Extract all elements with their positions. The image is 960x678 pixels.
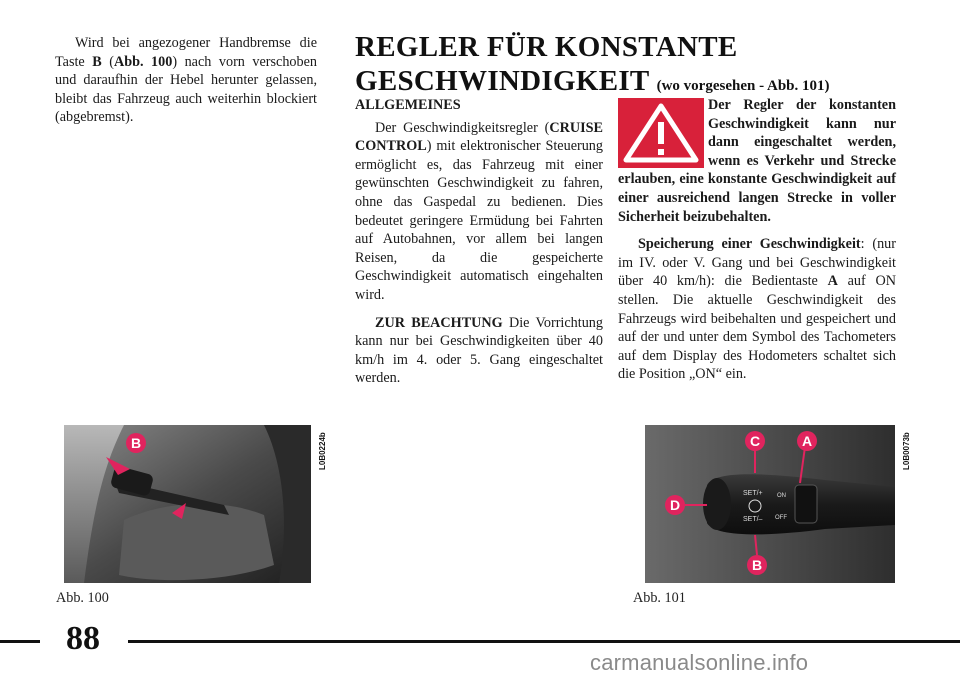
callout-a: A	[801, 433, 813, 449]
page-number: 88	[66, 620, 100, 657]
label-set-plus: SET/+	[743, 490, 763, 497]
label-set-minus: SET/–	[743, 516, 763, 523]
handbrake-photo	[64, 425, 311, 583]
callout-b-fig100: B	[130, 435, 142, 451]
heading-allgemeines: ALLGEMEINES	[355, 97, 461, 113]
footer-rule-left	[0, 640, 40, 643]
title-line-1: REGLER FÜR KONSTANTE	[355, 31, 738, 63]
caption-abb-100: Abb. 100	[56, 590, 109, 606]
callout-d: D	[669, 497, 681, 513]
footer-rule-right	[128, 640, 960, 643]
paragraph-note: ZUR BEACHTUNG Die Vorrichtung kann nur bei Geschwindigkeiten über 40 km/h im 4. oder 5. Gang eingeschaltet werden.	[355, 314, 603, 387]
warning-icon	[618, 98, 704, 168]
title-suffix: (wo vorgesehen - Abb. 101)	[656, 78, 830, 94]
callout-b-fig101: B	[751, 557, 763, 573]
paragraph-handbrake: Wird bei angezogener Handbremse die Taste B (Abb. 100) nach vorn verschoben und daraufhin der Hebel herunter gelassen, bleibt das Fahrzeug auch weiterhin blockiert (abgebremst).	[55, 35, 318, 126]
caption-abb-101: Abb. 101	[633, 590, 686, 606]
callout-c: C	[749, 433, 761, 449]
label-off: OFF	[775, 515, 787, 521]
watermark: carmanualsonline.info	[590, 650, 809, 675]
warning-text: Der Regler der konstanten Geschwindigkeit kann nur dann eingeschaltet werden, wenn es Verkehr und Strecke erlauben, eine konstante Geschwindigkeit auf einer ausreichend langen Strecke in voller Sicherheit beizubehalten.	[618, 97, 896, 225]
middle-column	[355, 96, 603, 388]
figure-code-100: L0B0224b	[318, 432, 327, 470]
paragraph-cruise-control: Der Geschwindigkeitsregler (CRUISE CONTROL) mit elektronischer Steuerung ermöglicht es, das Fahrzeug mit einer gewünschten Geschwindigkeit zu fahren, ohne das Gaspedal zu bedienen. Dies bedeutet geringere Ermüdung bei Fahrten auf Autobahnen, vor allem bei langen Reisen, da die gespeicherte Geschwindigkeit automatisch eingehalten wird.	[355, 119, 603, 303]
section-title	[355, 30, 915, 103]
title-line-2: GESCHWINDIGKEIT (wo vorgesehen - Abb. 101)	[355, 65, 830, 97]
paragraph-speed-storage: Speicherung einer Geschwindigkeit: (nur im IV. oder V. Gang und bei Geschwindigkeit über 40 km/h): die Bedientaste A auf ON stellen. Die aktuelle Geschwindigkeit des Fahrzeugs wird beibehalten und gespeichert und auf der und unter dem Symbol des Tachometers auf dem Display des Hodometers schaltet sich die Position „ON“ ein.	[618, 236, 897, 383]
figure-code-101: L0B0073b	[902, 432, 911, 470]
cruise-control-stalk-photo	[645, 425, 895, 583]
label-on: ON	[777, 493, 786, 499]
left-column	[55, 34, 317, 127]
